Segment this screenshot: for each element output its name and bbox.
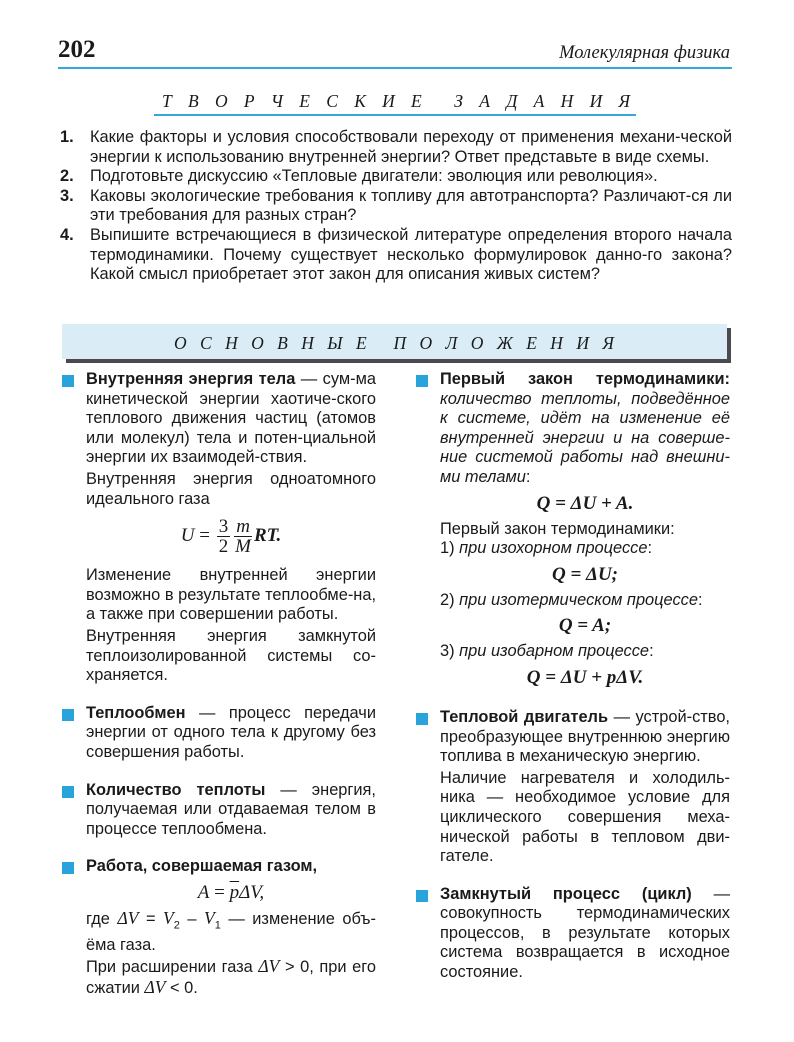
heading-letter: Н bbox=[560, 90, 574, 111]
heading-letter: О bbox=[470, 332, 484, 353]
definition: Первый закон термодинамики: количество теплоты, подведённое к системе, идёт на изменение её внутренней энергии и на соверше-ние системой работы над внешни-ми телами: bbox=[440, 370, 730, 486]
heading-letter: Я bbox=[618, 90, 630, 111]
term: Внутренняя энергия тела bbox=[86, 370, 296, 388]
heading-letter: Ж bbox=[496, 332, 513, 353]
bullet-marker bbox=[416, 713, 428, 725]
heat-quantity-item bbox=[62, 781, 376, 840]
heading-letter: Т bbox=[162, 90, 172, 111]
running-title: Молекулярная физика bbox=[559, 43, 730, 63]
definition bbox=[86, 857, 376, 877]
bullet-marker bbox=[62, 862, 74, 874]
bullet-marker bbox=[62, 709, 74, 721]
creative-tasks-heading bbox=[162, 90, 630, 112]
definition: Тепловой двигатель — устрой-ство, преобразующее внутреннюю энергию топлива в механическую энергию. bbox=[440, 707, 730, 766]
heading-letter: Н bbox=[225, 332, 238, 353]
bullet-marker bbox=[62, 375, 74, 387]
heading-letter: Е bbox=[411, 90, 422, 111]
paragraph: где $\Delta V = V_2 - V_1$ — изменение объ-ёма газа. bbox=[86, 907, 376, 954]
paragraph: Наличие нагревателя и холодиль-ника — необходимое условие для циклического совершения меха-нической работы в тепловом дви-гателе. bbox=[440, 768, 730, 866]
paragraph: Изменение внутренней энергии возможно в результате теплообме-на, а также при совершении работы. bbox=[86, 566, 376, 624]
internal-energy-item bbox=[62, 370, 376, 686]
gas-work-formula: $A = \overline{p}\Delta V$, bbox=[197, 881, 265, 903]
term: Работа, совершаемая газом, bbox=[86, 857, 318, 876]
basics-right-column bbox=[416, 370, 730, 1001]
isobaric-formula: Q = ΔU + pΔV. bbox=[526, 666, 644, 688]
bullet-marker bbox=[416, 890, 428, 902]
definition: Теплообмен — процесс передачи энергии от одного тела к другому без совершения работы. bbox=[86, 703, 376, 761]
heading-letter: К bbox=[354, 90, 366, 111]
task-text: Каковы экологические требования к топливу для автотранспорта? Различают-ся ли эти требования для разных стран? bbox=[90, 186, 732, 225]
heading-letter: Н bbox=[301, 332, 314, 353]
gas-work-item bbox=[62, 857, 376, 998]
heading-letter: Н bbox=[550, 332, 563, 353]
paragraph: Первый закон термодинамики: bbox=[440, 519, 675, 538]
heading-letter: Ы bbox=[327, 332, 343, 353]
task-item bbox=[60, 226, 732, 285]
heading-letter: И bbox=[589, 90, 603, 111]
heading-letter: Е bbox=[355, 332, 367, 353]
fraction: $\frac{3}{2}$ bbox=[218, 516, 229, 558]
task-text: Выпишите встречающиеся в физической литературе определения второго начала термодинамики. Почему существует несколько формулировок данно-го закона? Какой смысл приобретает этот закон для описания живых систем? bbox=[90, 225, 732, 284]
first-law-formula: Q = ΔU + A. bbox=[536, 492, 634, 514]
term: Первый закон термодинамики: bbox=[440, 370, 730, 388]
fraction: $\frac{m}{M}$ bbox=[235, 516, 251, 558]
heading-letter: А bbox=[479, 90, 490, 111]
heading-letter: И bbox=[382, 90, 395, 111]
case-line: 1) при изохорном процессе: bbox=[440, 539, 653, 558]
heading-letter: Е bbox=[299, 90, 310, 111]
header-rule bbox=[58, 67, 732, 69]
paragraph: Внутренняя энергия одноатомного идеального газа bbox=[86, 469, 376, 508]
task-number: 4. bbox=[60, 225, 74, 244]
first-law-item bbox=[416, 370, 730, 690]
heading-letter: А bbox=[533, 90, 545, 111]
task-item bbox=[60, 187, 732, 226]
heading-letter: Е bbox=[526, 332, 537, 353]
task-number: 3. bbox=[60, 186, 74, 205]
heading-letter: С bbox=[200, 332, 212, 353]
heat-exchange-item bbox=[62, 704, 376, 763]
case-line: 2) при изотермическом процессе: bbox=[440, 590, 703, 609]
term: Количество теплоты bbox=[86, 780, 266, 799]
heading-letter: О bbox=[251, 332, 264, 353]
creative-tasks-rule bbox=[154, 114, 636, 116]
isochoric-formula: Q = ΔU; bbox=[551, 563, 618, 585]
bullet-marker bbox=[62, 786, 74, 798]
heading-letter: В bbox=[277, 332, 288, 353]
heading-letter: И bbox=[576, 332, 589, 353]
definition: Количество теплоты — энергия, получаемая или отдаваемая телом в процессе теплообмена. bbox=[86, 780, 376, 838]
heading-letter: О bbox=[419, 332, 433, 353]
task-item bbox=[60, 167, 732, 187]
task-number: 1. bbox=[60, 128, 74, 146]
term: Тепловой двигатель bbox=[440, 707, 609, 726]
heading-letter: Д bbox=[506, 90, 518, 111]
heading-letter: Я bbox=[602, 332, 614, 353]
closed-process-item bbox=[416, 885, 730, 983]
heading-letter: Р bbox=[243, 90, 255, 111]
term: Замкнутый процесс (цикл) bbox=[440, 884, 692, 903]
definition: Внутренняя энергия тела — сум-ма кинетической энергии хаотиче-ского теплового движения частиц (атомов или молекул) тела и потен-циальной энергии их взаимодей-ствия. bbox=[86, 370, 376, 467]
task-number: 2. bbox=[60, 167, 74, 186]
basics-heading bbox=[174, 332, 614, 354]
heading-letter: Ч bbox=[270, 90, 283, 111]
paragraph: Внутренняя энергия замкнутой теплоизолированной системы со-храняется. bbox=[86, 626, 376, 685]
task-text: Какие факторы и условия способствовали переходу от применения механи-ческой энергии к использованию внутренней энергии? Ответ представьте в виде схемы. bbox=[90, 128, 732, 166]
heading-letter: В bbox=[188, 90, 199, 111]
task-item bbox=[60, 128, 732, 167]
heading-letter: О bbox=[174, 332, 187, 353]
paragraph: При расширении газа ΔV > 0, при его сжатии ΔV < 0. bbox=[86, 956, 376, 997]
heading-letter: О bbox=[215, 90, 228, 111]
heading-letter: П bbox=[393, 332, 407, 353]
isothermal-formula: Q = A; bbox=[558, 615, 612, 637]
definition: Замкнутый процесс (цикл) — совокупность термодинамических процессов, в результате которых система возвращается в исходное состояние. bbox=[440, 884, 730, 982]
bullet-marker bbox=[416, 375, 428, 387]
basics-left-column bbox=[62, 370, 376, 1017]
page-number: 202 bbox=[58, 36, 96, 63]
case-line: 3) при изобарном процессе: bbox=[440, 642, 654, 661]
internal-energy-formula: U = $\frac{3}{2}$ $\frac{m}{M}$ RT. bbox=[180, 516, 282, 558]
heading-letter: С bbox=[326, 90, 338, 111]
heading-letter: Л bbox=[445, 332, 458, 353]
term: Теплообмен bbox=[86, 703, 186, 722]
heading-letter: З bbox=[454, 90, 463, 111]
heat-engine-item bbox=[416, 708, 730, 867]
creative-task-list bbox=[60, 128, 732, 285]
task-text: Подготовьте дискуссию «Тепловые двигатели: эволюция или революция». bbox=[90, 167, 658, 186]
